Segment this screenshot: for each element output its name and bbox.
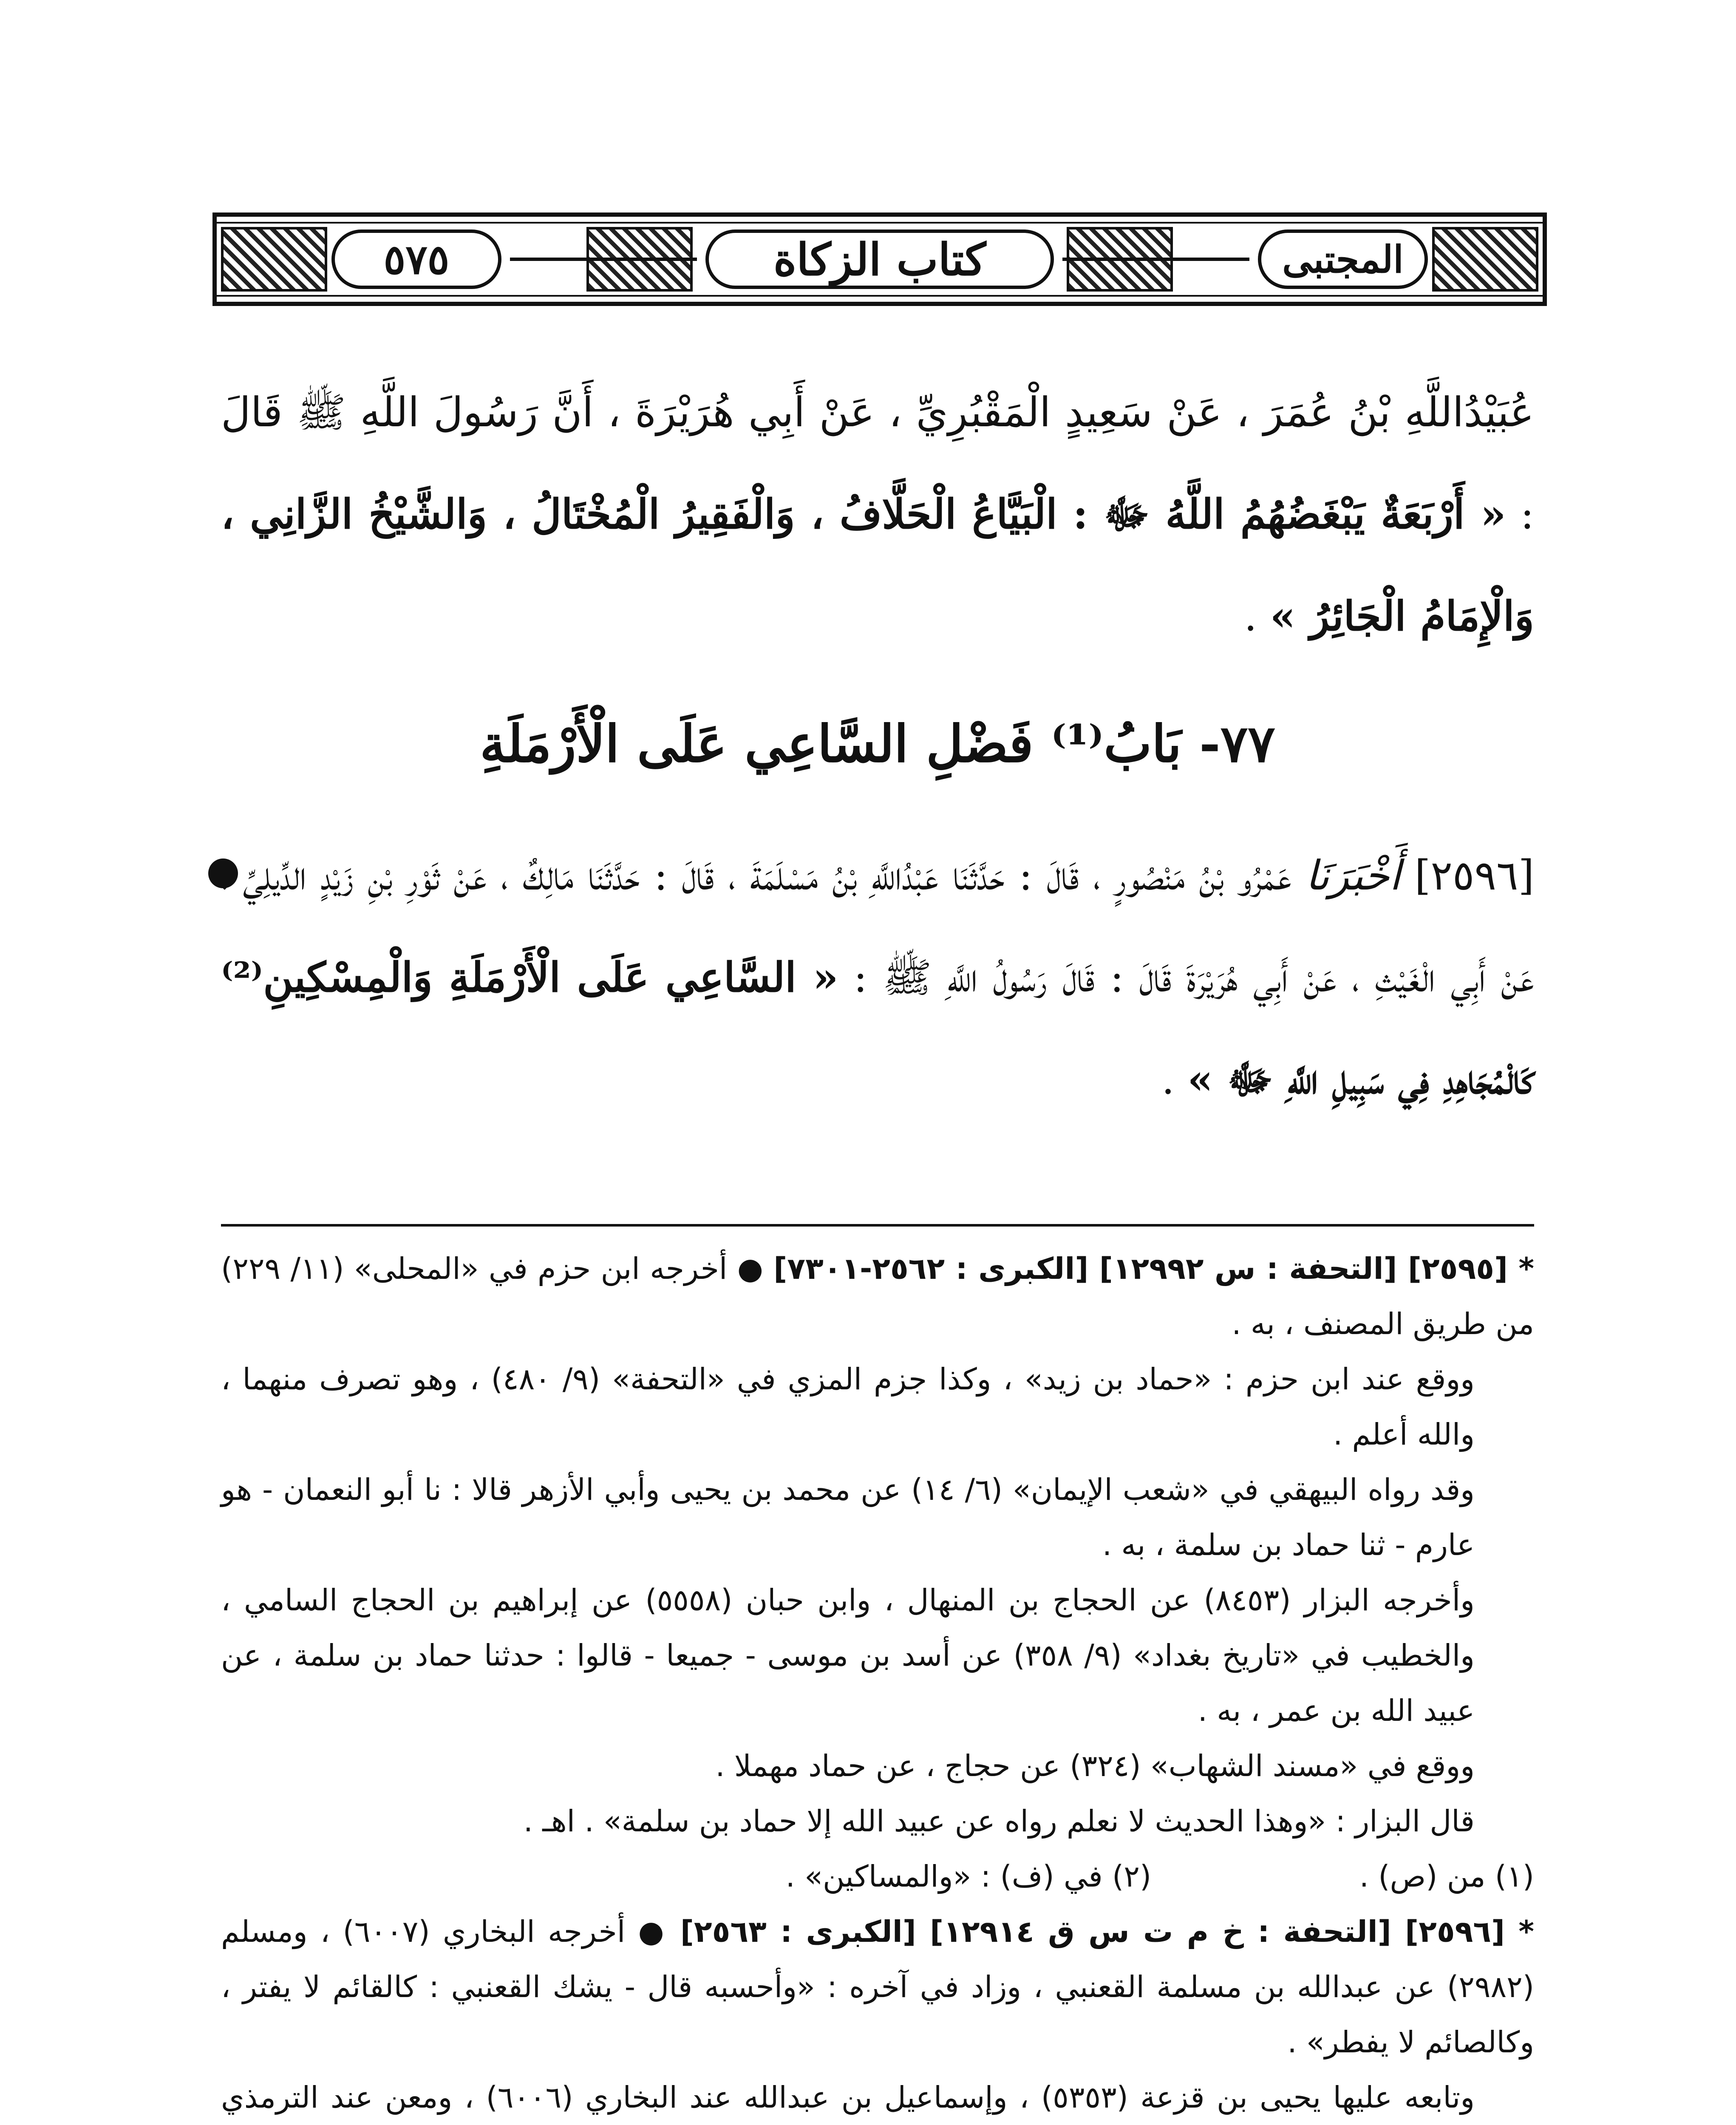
- header-side-left: [212, 212, 217, 306]
- hadith-2596-matn: « السَّاعِي عَلَى الْأَرْمَلَةِ وَالْمِسْكِينِ⁽²⁾ كَالْمُجَاهِدِ فِي سَبِيلِ اللَّهِ ﷻ »: [221, 953, 1534, 1103]
- footnote-2596: [221, 1904, 1534, 2070]
- footnote-paragraph: ووقع في «مسند الشهاب» (٣٢٤) عن حجاج ، عن حماد مهملا .: [715, 1748, 1475, 1783]
- hadith-2596-chain: عَمْرُو بْنُ مَنْصُورٍ ، قَالَ : حَدَّثَنَا عَبْدُاللَّهِ بْنُ مَسْلَمَةَ ، قَالَ : حَدَّثَنَا مَالِكٌ ، عَنْ ثَوْرِ بْنِ زَيْدٍ الدِّيلِيِّ ، عَنْ أَبِي الْغَيْثِ ، عَنْ أَبِي هُرَيْرَةَ قَالَ : قَالَ رَسُولُ اللَّهِ ﷺ :: [221, 852, 1535, 1001]
- footnote-note-1: (١) من (ص) .: [1359, 1859, 1534, 1894]
- footnote-2596-head: * [٢٥٩٦] [التحفة : خ م ت س ق ١٢٩١٤] [الكبرى : ٢٥٦٣]: [680, 1914, 1535, 1949]
- hadith-2595-end: .: [1244, 592, 1257, 640]
- footnote-notes-row: [221, 1849, 1534, 1904]
- header-side-right: [1543, 212, 1547, 306]
- chapter-heading: ٧٧- بَابُ⁽¹⁾ فَضْلِ السَّاعِي عَلَى الْأَرْمَلَةِ: [480, 714, 1275, 774]
- hadith-2596-text: [221, 824, 1534, 1130]
- footnote-paragraph: وأخرجه البزار (٨٤٥٣) عن الحجاج بن المنهال ، وابن حبان (٥٥٥٨) عن إبراهيم بن الحجاج السامي ، والخطيب في «تاريخ بغداد» (٩/ ٣٥٨) عن أسد بن موسى - جميعا - قالوا : حدثنا حماد بن سلمة ، عن عبيد الله بن عمر ، به .: [221, 1583, 1475, 1728]
- footnote-paragraph: وقد رواه البيهقي في «شعب الإيمان» (٦/ ١٤) عن محمد بن يحيى وأبي الأزهر قالا : نا أبو النعمان - هو عارم - ثنا حماد بن سلمة ، به .: [221, 1472, 1475, 1562]
- series-name: المجتبى: [1258, 230, 1428, 289]
- ornament-icon: [221, 227, 327, 292]
- footnote-paragraph: ووقع عند ابن حزم : «حماد بن زيد» ، وكذا جزم المزي في «التحفة» (٩/ ٤٨٠) ، وهو تصرف منهما ، والله أعلم .: [221, 1362, 1475, 1452]
- header-divider: [510, 258, 697, 261]
- hadith-2595-matn: « أَرْبَعَةٌ يَبْغَضُهُمُ اللَّهُ ﷻ : الْبَيَّاعُ الْحَلَّافُ ، وَالْفَقِيرُ الْمُخْتَالُ ، وَالشَّيْخُ الزَّانِي ، وَالْإِمَامُ الْجَائِرُ »: [221, 490, 1534, 640]
- header-rule-bottom: [212, 302, 1547, 306]
- header-rule-top: [212, 212, 1547, 217]
- ornament-icon: [1432, 227, 1538, 292]
- footnote-note-2: (٢) في (ف) : «والمساكين» .: [785, 1859, 1152, 1894]
- footnote-paragraph: وتابعه عليها يحيى بن قزعة (٥٣٥٣) ، وإسماعيل بن عبدالله عند البخاري (٦٠٠٦) ، ومعن عند الترمذي: [221, 2080, 1475, 2115]
- hadith-2596-akhbarana: أَخْبَرَنَا: [1306, 852, 1401, 899]
- footnote-2595-text: ● أخرجه ابن حزم في «المحلى» (١١/ ٢٢٩) من طريق المصنف ، به .: [221, 1251, 1534, 1341]
- page-header: [212, 212, 1547, 306]
- header-rule-bottom-thin: [212, 295, 1547, 297]
- hadith-2596-end: .: [1161, 1056, 1175, 1103]
- footnote-2595-head: * [٢٥٩٥] [التحفة : س ١٢٩٩٢] [الكبرى : ٢٥٦٢-٧٣٠١]: [773, 1251, 1535, 1286]
- hadith-2595-text: [221, 361, 1534, 667]
- header-rule-top-thin: [212, 222, 1547, 224]
- header-divider: [1062, 258, 1249, 261]
- hadith-2595-chain: عُبَيْدُاللَّهِ بْنُ عُمَرَ ، عَنْ سَعِيدٍ الْمَقْبُرِيِّ ، عَنْ أَبِي هُرَيْرَةَ ، أَنَّ رَسُولَ اللَّهِ ﷺ: [297, 388, 1534, 436]
- page-number: ٥٧٥: [331, 230, 501, 289]
- footnote-paragraph: قال البزار : «وهذا الحديث لا نعلم رواه عن عبيد الله إلا حماد بن سلمة» . اهـ .: [523, 1804, 1475, 1839]
- footnote-2595: [221, 1241, 1534, 1352]
- book-title: كتاب الزكاة: [705, 230, 1054, 289]
- hadith-2596-number: [٢٥٩٦]: [1414, 852, 1535, 899]
- footnote-separator: [221, 1224, 1534, 1227]
- footnote-2596-text: ● أخرجه البخاري (٦٠٠٧) ، ومسلم (٢٩٨٢) عن عبدالله بن مسلمة القعنبي ، وزاد في آخره : «وأحسبه قال - يشك القعنبي : كالقائم لا يفتر ، وكالصائم لا يفطر» .: [221, 1914, 1534, 2060]
- footnotes: [221, 1241, 1534, 2125]
- hadith-2595-lead: قَالَ :: [221, 388, 1534, 538]
